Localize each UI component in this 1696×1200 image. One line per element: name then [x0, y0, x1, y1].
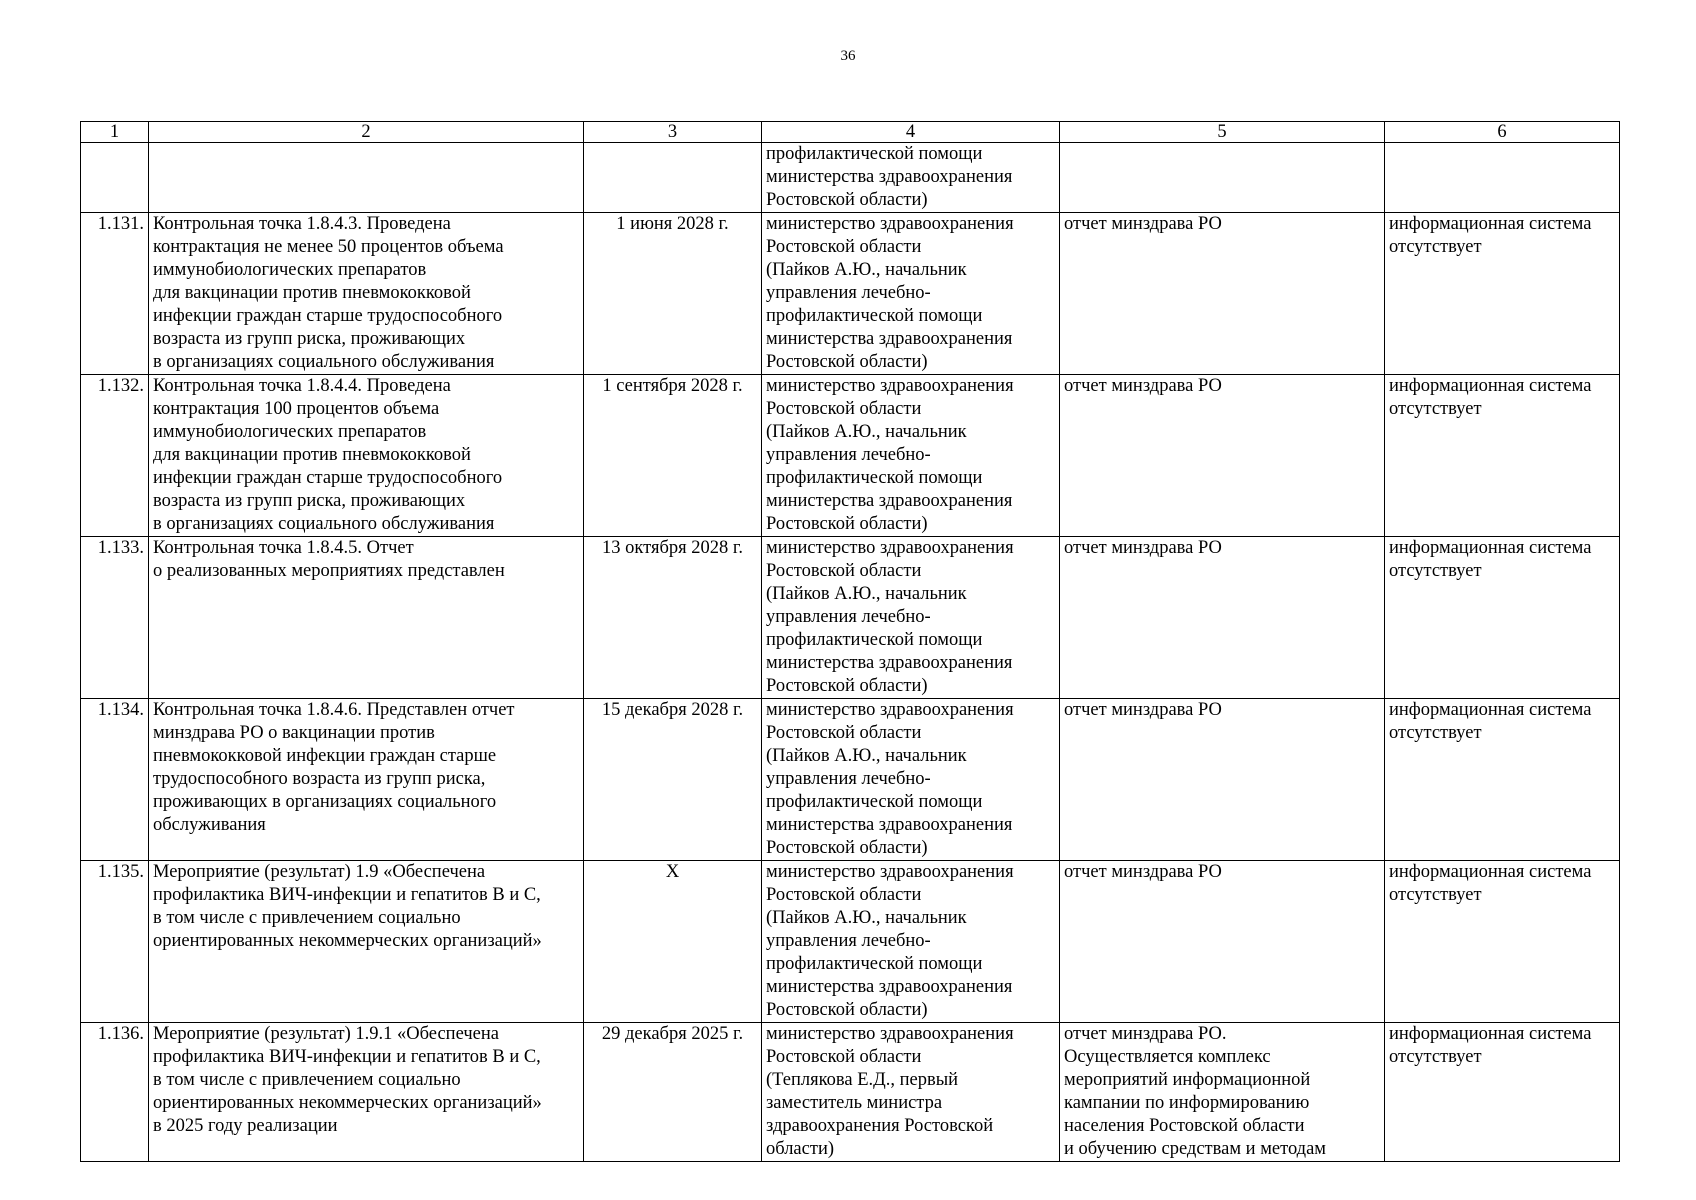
row-number-cell: 1.133.: [81, 537, 149, 699]
cell-text-line: о реализованных мероприятиях представлен: [153, 561, 505, 581]
cell-text-line: Контрольная точка 1.8.4.3. Проведена: [153, 214, 451, 234]
page-number: 36: [840, 48, 856, 64]
cell-text-line: (Пайков А.Ю., начальник: [766, 422, 967, 442]
cell-text-line: Ростовской области): [766, 352, 928, 372]
cell-text-line: управления лечебно-: [766, 769, 931, 789]
description-cell: [149, 213, 584, 375]
cell-text-line: министерства здравоохранения: [766, 977, 1013, 997]
cell-text-line: министерство здравоохранения: [766, 700, 1014, 720]
cell-text-line: (Теплякова Е.Д., первый: [766, 1070, 959, 1090]
cell-text-line: (Пайков А.Ю., начальник: [766, 584, 967, 604]
cell-text-line: профилактической помощи: [766, 630, 983, 650]
description-cell: [149, 143, 584, 213]
cell-text-line: иммунобиологических препаратов: [153, 422, 427, 442]
cell-text-line: контрактация 100 процентов объема: [153, 399, 440, 419]
cell-text-line: Контрольная точка 1.8.4.5. Отчет: [153, 538, 414, 558]
cell-text-line: профилактической помощи: [766, 954, 983, 974]
cell-text-line: Мероприятие (результат) 1.9 «Обеспечена: [153, 862, 486, 882]
cell-text-line: информационная система: [1389, 1024, 1592, 1044]
system-cell: [1385, 699, 1620, 861]
cell-text-line: профилактика ВИЧ-инфекции и гепатитов В и С,: [153, 1047, 541, 1067]
cell-text-line: отчет минздрава РО: [1064, 538, 1222, 558]
cell-text-line: отчет минздрава РО: [1064, 700, 1222, 720]
cell-text-line: Ростовской области): [766, 838, 928, 858]
table-body: [81, 143, 1620, 1162]
cell-text-line: информационная система: [1389, 862, 1592, 882]
cell-text-line: заместитель министра: [766, 1093, 943, 1113]
row-number-cell: [81, 143, 149, 213]
cell-text-line: профилактической помощи: [766, 792, 983, 812]
header-cell-3: 3: [584, 122, 762, 143]
responsible-cell: [762, 375, 1060, 537]
cell-text-line: пневмококковой инфекции граждан старше: [153, 746, 497, 766]
cell-text-line: Ростовской области: [766, 399, 922, 419]
cell-text-line: министерство здравоохранения: [766, 862, 1014, 882]
cell-text-line: министерства здравоохранения: [766, 653, 1013, 673]
cell-text-line: отсутствует: [1389, 723, 1482, 743]
cell-text-line: управления лечебно-: [766, 445, 931, 465]
cell-text-line: информационная система: [1389, 214, 1592, 234]
cell-text-line: отсутствует: [1389, 1047, 1482, 1067]
description-cell: [149, 375, 584, 537]
cell-text-line: Ростовской области: [766, 237, 922, 257]
table-row: [81, 143, 1620, 213]
cell-text-line: инфекции граждан старше трудоспособного: [153, 306, 503, 326]
row-number-cell: 1.131.: [81, 213, 149, 375]
cell-text-line: отчет минздрава РО: [1064, 214, 1222, 234]
cell-text-line: отсутствует: [1389, 399, 1482, 419]
cell-text-line: Осуществляется комплекс: [1064, 1047, 1271, 1067]
system-cell: [1385, 1023, 1620, 1162]
header-cell-2: 2: [149, 122, 584, 143]
table-row: [81, 213, 1620, 375]
description-cell: [149, 1023, 584, 1162]
date-cell: 1 июня 2028 г.: [584, 213, 762, 375]
cell-text-line: Ростовской области: [766, 561, 922, 581]
date-cell: 29 декабря 2025 г.: [584, 1023, 762, 1162]
cell-text-line: отчет минздрава РО: [1064, 862, 1222, 882]
cell-text-line: отсутствует: [1389, 561, 1482, 581]
cell-text-line: (Пайков А.Ю., начальник: [766, 908, 967, 928]
date-cell: 15 декабря 2028 г.: [584, 699, 762, 861]
cell-text-line: инфекции граждан старше трудоспособного: [153, 468, 503, 488]
document-cell: [1060, 213, 1385, 375]
cell-text-line: обслуживания: [153, 815, 266, 835]
table-row: [81, 861, 1620, 1023]
cell-text-line: Ростовской области): [766, 190, 928, 210]
cell-text-line: в том числе с привлечением социально: [153, 908, 461, 928]
cell-text-line: информационная система: [1389, 376, 1592, 396]
cell-text-line: ориентированных некоммерческих организаций»: [153, 931, 542, 951]
responsible-cell: [762, 861, 1060, 1023]
header-cell-4: 4: [762, 122, 1060, 143]
cell-text-line: Ростовской области): [766, 676, 928, 696]
cell-text-line: Мероприятие (результат) 1.9.1 «Обеспечена: [153, 1024, 499, 1044]
system-cell: [1385, 143, 1620, 213]
document-cell: [1060, 861, 1385, 1023]
cell-text-line: информационная система: [1389, 700, 1592, 720]
system-cell: [1385, 861, 1620, 1023]
cell-text-line: профилактика ВИЧ-инфекции и гепатитов В и С,: [153, 885, 541, 905]
cell-text-line: и обучению средствам и методам: [1064, 1139, 1326, 1159]
cell-text-line: населения Ростовской области: [1064, 1116, 1305, 1136]
cell-text-line: министерства здравоохранения: [766, 167, 1013, 187]
cell-text-line: министерство здравоохранения: [766, 214, 1014, 234]
cell-text-line: профилактической помощи: [766, 144, 983, 164]
header-cell-6: 6: [1385, 122, 1620, 143]
cell-text-line: кампании по информированию: [1064, 1093, 1310, 1113]
cell-text-line: профилактической помощи: [766, 468, 983, 488]
cell-text-line: проживающих в организациях социального: [153, 792, 497, 812]
cell-text-line: отчет минздрава РО.: [1064, 1024, 1227, 1044]
cell-text-line: (Пайков А.Ю., начальник: [766, 260, 967, 280]
system-cell: [1385, 213, 1620, 375]
responsible-cell: [762, 143, 1060, 213]
document-cell: [1060, 537, 1385, 699]
system-cell: [1385, 375, 1620, 537]
cell-text-line: области): [766, 1139, 835, 1159]
cell-text-line: отчет минздрава РО: [1064, 376, 1222, 396]
document-cell: [1060, 699, 1385, 861]
cell-text-line: для вакцинации против пневмококковой: [153, 445, 471, 465]
cell-text-line: Ростовской области): [766, 1000, 928, 1020]
cell-text-line: трудоспособного возраста из групп риска,: [153, 769, 486, 789]
cell-text-line: контрактация не менее 50 процентов объема: [153, 237, 504, 257]
cell-text-line: в том числе с привлечением социально: [153, 1070, 461, 1090]
row-number-cell: 1.134.: [81, 699, 149, 861]
cell-text-line: Контрольная точка 1.8.4.6. Представлен отчет: [153, 700, 515, 720]
cell-text-line: управления лечебно-: [766, 607, 931, 627]
cell-text-line: профилактической помощи: [766, 306, 983, 326]
cell-text-line: мероприятий информационной: [1064, 1070, 1311, 1090]
system-cell: [1385, 537, 1620, 699]
row-number-cell: 1.135.: [81, 861, 149, 1023]
cell-text-line: возраста из групп риска, проживающих: [153, 329, 466, 349]
row-number-cell: 1.136.: [81, 1023, 149, 1162]
cell-text-line: в организациях социального обслуживания: [153, 352, 495, 372]
cell-text-line: Контрольная точка 1.8.4.4. Проведена: [153, 376, 451, 396]
date-cell: 1 сентября 2028 г.: [584, 375, 762, 537]
cell-text-line: Ростовской области: [766, 1047, 922, 1067]
responsible-cell: [762, 699, 1060, 861]
cell-text-line: Ростовской области: [766, 723, 922, 743]
responsible-cell: [762, 1023, 1060, 1162]
table-row: [81, 537, 1620, 699]
row-number-cell: 1.132.: [81, 375, 149, 537]
cell-text-line: отсутствует: [1389, 885, 1482, 905]
description-cell: [149, 861, 584, 1023]
date-cell: X: [584, 861, 762, 1023]
plan-table: [80, 121, 1620, 1162]
header-cell-5: 5: [1060, 122, 1385, 143]
table-row: [81, 699, 1620, 861]
cell-text-line: возраста из групп риска, проживающих: [153, 491, 466, 511]
cell-text-line: министерства здравоохранения: [766, 329, 1013, 349]
document-cell: [1060, 1023, 1385, 1162]
date-cell: 13 октября 2028 г.: [584, 537, 762, 699]
cell-text-line: в 2025 году реализации: [153, 1116, 338, 1136]
cell-text-line: министерство здравоохранения: [766, 376, 1014, 396]
cell-text-line: министерства здравоохранения: [766, 491, 1013, 511]
cell-text-line: Ростовской области: [766, 885, 922, 905]
cell-text-line: в организациях социального обслуживания: [153, 514, 495, 534]
description-cell: [149, 699, 584, 861]
cell-text-line: для вакцинации против пневмококковой: [153, 283, 471, 303]
document-cell: [1060, 143, 1385, 213]
cell-text-line: министерства здравоохранения: [766, 815, 1013, 835]
date-cell: [584, 143, 762, 213]
cell-text-line: здравоохранения Ростовской: [766, 1116, 994, 1136]
cell-text-line: иммунобиологических препаратов: [153, 260, 427, 280]
cell-text-line: управления лечебно-: [766, 931, 931, 951]
cell-text-line: управления лечебно-: [766, 283, 931, 303]
cell-text-line: минздрава РО о вакцинации против: [153, 723, 435, 743]
description-cell: [149, 537, 584, 699]
cell-text-line: Ростовской области): [766, 514, 928, 534]
cell-text-line: (Пайков А.Ю., начальник: [766, 746, 967, 766]
table-row: [81, 1023, 1620, 1162]
cell-text-line: министерство здравоохранения: [766, 538, 1014, 558]
document-cell: [1060, 375, 1385, 537]
responsible-cell: [762, 213, 1060, 375]
header-row: [81, 122, 1620, 143]
cell-text-line: министерство здравоохранения: [766, 1024, 1014, 1044]
header-cell-1: 1: [81, 122, 149, 143]
table-row: [81, 375, 1620, 537]
responsible-cell: [762, 537, 1060, 699]
cell-text-line: отсутствует: [1389, 237, 1482, 257]
cell-text-line: ориентированных некоммерческих организаций»: [153, 1093, 542, 1113]
cell-text-line: информационная система: [1389, 538, 1592, 558]
